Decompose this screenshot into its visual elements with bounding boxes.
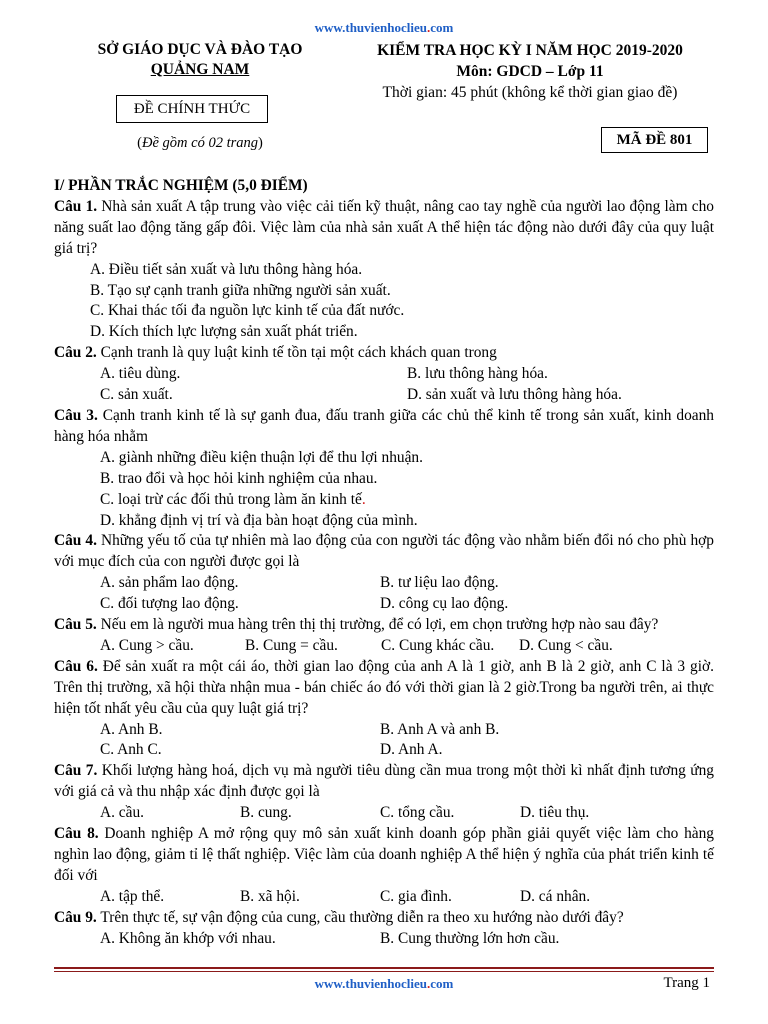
option-5a: A. Cung > cầu. — [100, 636, 194, 654]
question-9: Câu 9. Trên thực tế, sự vận động của cung, cầu thường diễn ra theo xu hướng nào dưới đây? — [54, 908, 624, 926]
exam-title: KIỂM TRA HỌC KỲ I NĂM HỌC 2019-2020 — [377, 42, 683, 59]
option-6a: A. Anh B. — [100, 720, 163, 738]
subject-line: Môn: GDCD – Lớp 11 — [456, 63, 604, 80]
page-count-note: (Đề gồm có 02 trang) — [137, 135, 263, 151]
option-3c: C. loại trừ các đối thủ trong làm ăn kinh tế. — [100, 490, 366, 508]
option-1a: A. Điều tiết sản xuất và lưu thông hàng hóa. — [90, 260, 363, 278]
option-7b: B. cung. — [240, 804, 292, 822]
question-3: Câu 3. Cạnh tranh kinh tế là sự ganh đua, đấu tranh giữa các chủ thể kinh tế trong sản xuất, kinh doanh hàng hóa nhằm — [54, 406, 714, 445]
official-exam-box: ĐỀ CHÍNH THỨC — [116, 95, 268, 123]
options-2-row2 — [54, 385, 714, 406]
option-3a: A. giành những điều kiện thuận lợi để thu lợi nhuận. — [100, 448, 423, 466]
option-7a: A. cầu. — [100, 804, 145, 822]
option-5c: C. Cung khác cầu. — [381, 636, 495, 654]
site-prefix: www. — [314, 20, 346, 35]
option-1d: D. Kích thích lực lượng sản xuất phát triển. — [90, 323, 358, 341]
option-2b: B. lưu thông hàng hóa. — [407, 365, 548, 383]
option-4d: D. công cụ lao động. — [380, 595, 509, 613]
question-1: Câu 1. Nhà sản xuất A tập trung vào việc cải tiến kỹ thuật, nâng cao tay nghề của người lao động làm cho năng suất lao động tăng gấp đôi. Việc làm của nhà sản xuất A thể hiện tác động nào dưới đây của quy luật giá trị? — [54, 197, 714, 257]
footer-website-link[interactable] — [0, 976, 768, 992]
province-name: QUẢNG NAM — [150, 61, 250, 78]
question-8: Câu 8. Doanh nghiệp A mở rộng quy mô sản xuất kinh doanh góp phần giải quyết việc làm cho hàng nghìn lao động, giảm tỉ lệ thất nghiệp. Việc làm của doanh nghiệp A thể hiện ý nghĩa của phát triển kinh tế đối với — [54, 825, 714, 884]
department-block — [60, 40, 340, 80]
options-4-row1 — [54, 573, 714, 594]
option-9a: A. Không ăn khớp với nhau. — [100, 929, 276, 947]
options-2-row1 — [54, 364, 714, 385]
options-7 — [54, 803, 714, 824]
option-4b: B. tư liệu lao động. — [380, 574, 499, 592]
option-4a: A. sản phẩm lao động. — [100, 574, 239, 592]
question-2: Câu 2. Cạnh tranh là quy luật kinh tế tồn tại một cách khách quan trong — [54, 344, 497, 362]
options-4-row2 — [54, 594, 714, 615]
page-number: Trang 1 — [663, 975, 710, 991]
option-1b: B. Tạo sự cạnh tranh giữa những người sản xuất. — [90, 281, 391, 299]
footer-rule-thin — [54, 971, 714, 972]
option-3b: B. trao đổi và học hỏi kinh nghiệm của nhau. — [100, 469, 378, 487]
option-1c: C. Khai thác tối đa nguồn lực kinh tế của đất nước. — [90, 302, 405, 320]
option-2a: A. tiêu dùng. — [100, 365, 181, 383]
option-5d: D. Cung < cầu. — [519, 636, 613, 654]
option-6c: C. Anh C. — [100, 741, 162, 759]
option-8d: D. cá nhân. — [520, 887, 591, 905]
option-9b: B. Cung thường lớn hơn cầu. — [380, 929, 560, 947]
header-website-link[interactable] — [0, 20, 768, 36]
exam-content — [54, 176, 714, 950]
duration-line: Thời gian: 45 phút (không kể thời gian giao đề) — [382, 84, 678, 101]
department-name: SỞ GIÁO DỤC VÀ ĐÀO TẠO — [97, 41, 303, 58]
question-6: Câu 6. Để sản xuất ra một cái áo, thời gian lao động của anh A là 1 giờ, anh B là 2 giờ, anh C là 3 giờ. Trên thị trường, xã hội thừa nhận mua - bán chiếc áo đó với thời gian là 2 giờ.Trong ba người trên, ai thực hiện tốt nhất yêu cầu của quy luật giá trị? — [54, 657, 714, 717]
site-name: thuvienhoclieu — [345, 976, 427, 991]
options-6-row1 — [54, 720, 714, 741]
option-6d: D. Anh A. — [380, 741, 443, 759]
site-dot: . — [426, 976, 431, 991]
option-6b: B. Anh A và anh B. — [380, 720, 500, 738]
option-2c: C. sản xuất. — [100, 386, 173, 404]
option-2d: D. sản xuất và lưu thông hàng hóa. — [407, 386, 622, 404]
site-tld: com — [430, 20, 454, 35]
question-7: Câu 7. Khối lượng hàng hoá, dịch vụ mà người tiêu dùng cần mua trong một thời kì nhất định tương ứng với giá cả và thu nhập xác định được gọi là — [54, 762, 715, 801]
option-4c: C. đối tượng lao động. — [100, 595, 239, 613]
site-name: thuvienhoclieu — [345, 20, 427, 35]
option-8c: C. gia đình. — [380, 887, 452, 905]
options-6-row2 — [54, 740, 714, 761]
option-7c: C. tổng cầu. — [380, 804, 455, 822]
question-5: Câu 5. Nếu em là người mua hàng trên thị thị trường, để có lợi, em chọn trường hợp nào sau đây? — [54, 616, 659, 634]
options-9-row1 — [54, 929, 714, 950]
option-3d: D. khẳng định vị trí và địa bàn hoạt động của mình. — [100, 511, 418, 529]
site-tld: com — [430, 976, 454, 991]
option-7d: D. tiêu thụ. — [520, 804, 590, 822]
options-8 — [54, 887, 714, 908]
option-5b: B. Cung = cầu. — [245, 636, 338, 654]
footer-rule-thick — [54, 967, 714, 969]
exam-info-block — [345, 40, 715, 103]
option-8a: A. tập thể. — [100, 887, 165, 905]
site-dot: . — [426, 20, 431, 35]
exam-code-box: MÃ ĐỀ 801 — [601, 127, 708, 153]
site-prefix: www. — [314, 976, 346, 991]
option-8b: B. xã hội. — [240, 887, 300, 905]
section-title: I/ PHẦN TRẮC NGHIỆM (5,0 ĐIỂM) — [54, 177, 308, 194]
question-4: Câu 4. Những yếu tố của tự nhiên mà lao động của con người tác động vào nhằm biến đổi nó cho phù hợp với mục đích của con người được gọi là — [54, 532, 714, 571]
options-5 — [54, 636, 714, 657]
